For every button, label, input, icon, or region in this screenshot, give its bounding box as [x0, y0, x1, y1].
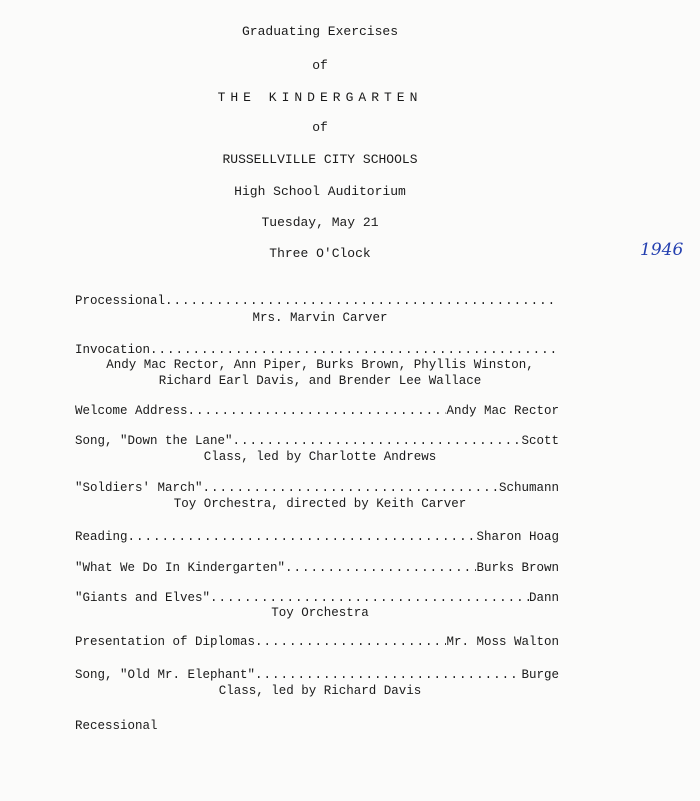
item-performer: Sharon Hoag	[476, 530, 559, 544]
item-label: Song, "Old Mr. Elephant"	[75, 668, 256, 682]
item-detail: Andy Mac Rector, Ann Piper, Burks Brown, Phyllis Winston,	[106, 358, 534, 372]
dot-leader	[285, 561, 476, 575]
header-time: Three O'Clock	[269, 246, 371, 261]
item-performer: Burks Brown	[476, 561, 559, 575]
item-label: Processional	[75, 294, 166, 308]
program-item-song-elephant	[75, 668, 559, 682]
header-date: Tuesday, May 21	[261, 215, 379, 230]
program-item-processional	[75, 294, 559, 308]
item-label: Song, "Down the Lane"	[75, 434, 233, 448]
item-detail: Class, led by Charlotte Andrews	[203, 450, 437, 464]
program-item-invocation	[75, 343, 559, 357]
handwritten-year: 1946	[640, 240, 684, 260]
program-item-welcome	[75, 404, 559, 418]
dot-leader	[188, 404, 447, 418]
item-label: "Soldiers' March"	[75, 481, 203, 495]
header-title: Graduating Exercises	[241, 24, 399, 39]
item-label: "What We Do In Kindergarten"	[75, 561, 286, 575]
program-item-reading	[75, 530, 559, 544]
item-detail: Richard Earl Davis, and Brender Lee Wallace	[158, 374, 482, 388]
item-detail: Class, led by Richard Davis	[218, 684, 422, 698]
program-item-giants-elves	[75, 591, 559, 605]
dot-leader	[233, 434, 522, 448]
item-label: Invocation	[75, 343, 151, 357]
program-item-recessional: Recessional	[75, 719, 158, 733]
item-detail: Toy Orchestra, directed by Keith Carver	[173, 497, 467, 511]
dot-leader	[203, 481, 499, 495]
dot-leader	[210, 591, 529, 605]
item-detail: Mrs. Marvin Carver	[252, 311, 388, 325]
header-school: RUSSELLVILLE CITY SCHOOLS	[222, 152, 418, 167]
item-label: Presentation of Diplomas	[75, 635, 256, 649]
header-of-1: of	[312, 58, 328, 73]
program-item-diplomas	[75, 635, 559, 649]
header-venue: High School Auditorium	[234, 184, 406, 199]
item-label: "Giants and Elves"	[75, 591, 211, 605]
header-of-2: of	[312, 120, 328, 135]
item-performer: Dann	[528, 591, 559, 605]
item-performer: Mr. Moss Walton	[446, 635, 559, 649]
dot-leader	[255, 668, 521, 682]
header-kindergarten: THE KINDERGARTEN	[217, 90, 423, 105]
item-detail: Toy Orchestra	[271, 606, 369, 620]
dot-leader	[165, 294, 559, 308]
program-item-what-we-do	[75, 561, 559, 575]
item-performer: Scott	[521, 434, 559, 448]
program-item-soldiers-march	[75, 481, 559, 495]
program-item-song-lane	[75, 434, 559, 448]
item-label: Welcome Address	[75, 404, 188, 418]
item-performer: Burge	[521, 668, 559, 682]
item-performer: Schumann	[498, 481, 559, 495]
item-performer: Andy Mac Rector	[446, 404, 559, 418]
dot-leader	[128, 530, 477, 544]
item-label: Reading	[75, 530, 128, 544]
dot-leader	[150, 343, 559, 357]
dot-leader	[255, 635, 446, 649]
